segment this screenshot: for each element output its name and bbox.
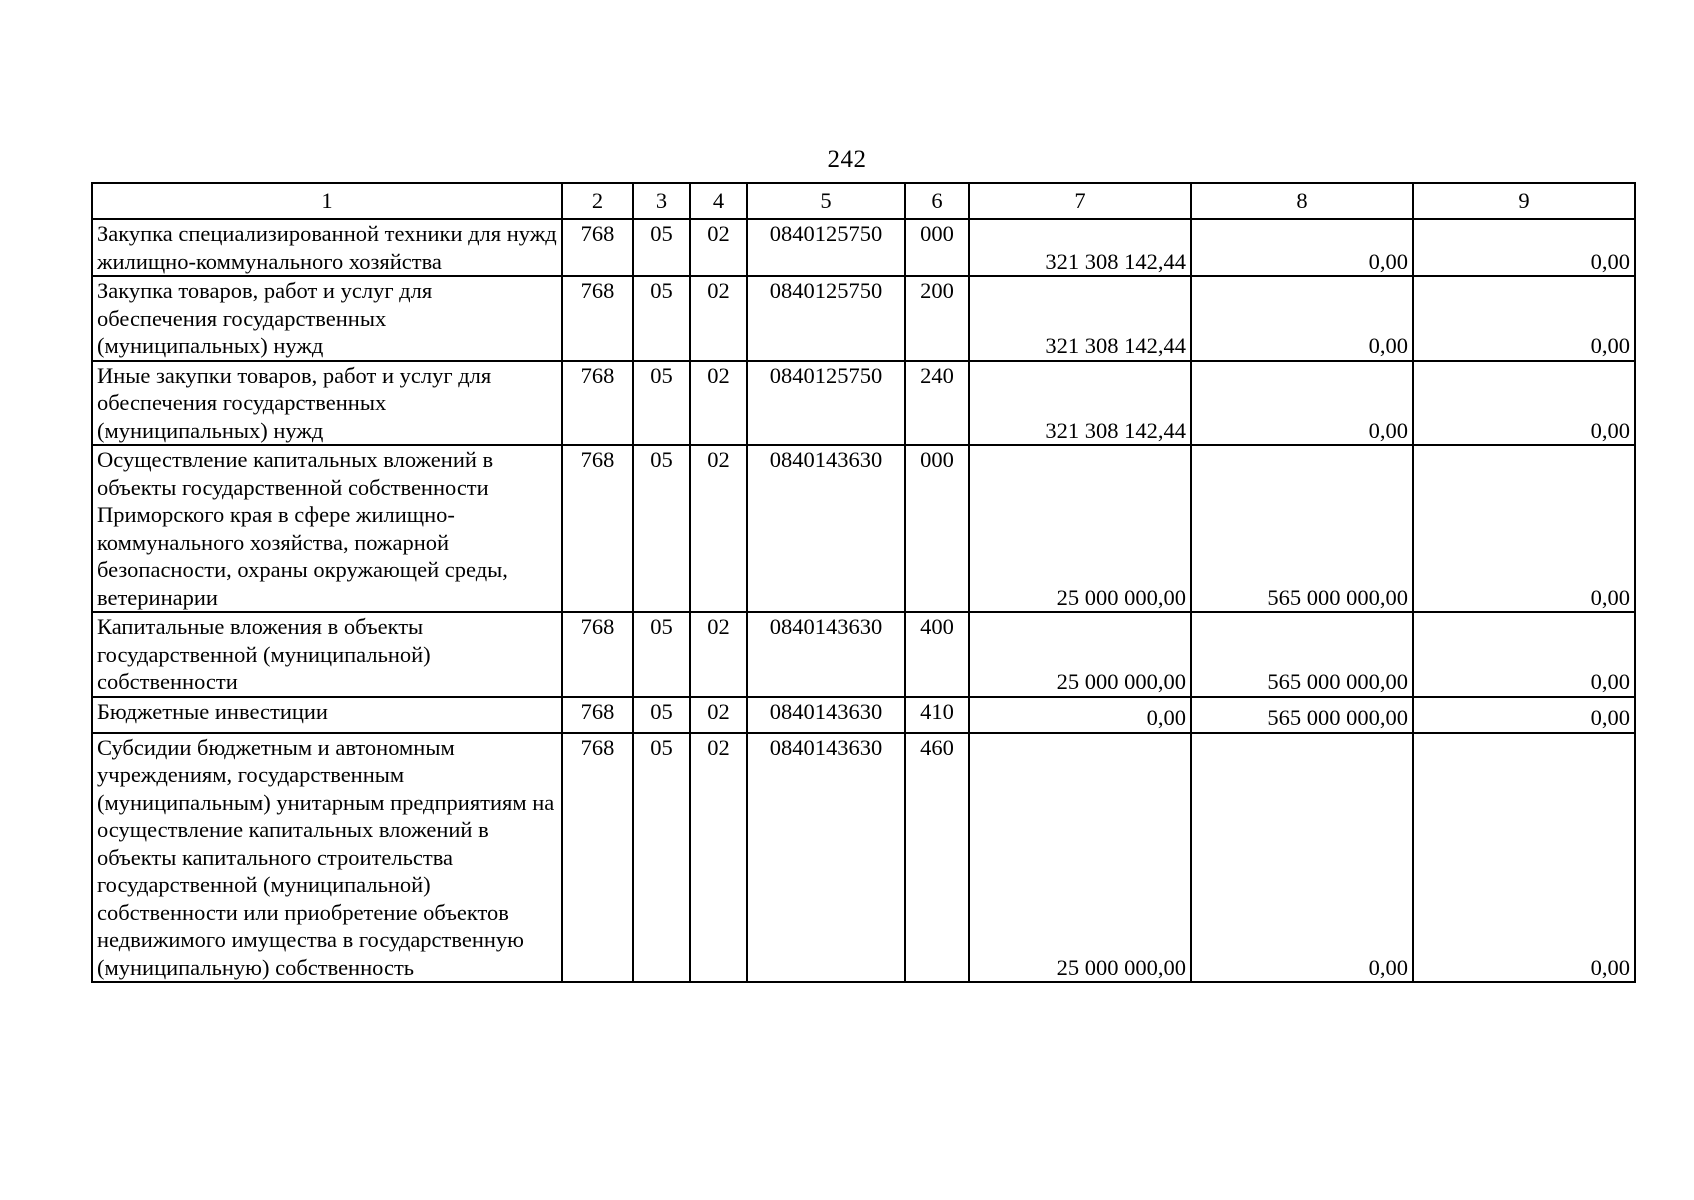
cell-amount-9: 0,00 [1413, 219, 1635, 276]
row-description: Закупка специализированной техники для нужд жилищно-коммунального хозяйства [92, 219, 562, 276]
cell-amount-8: 0,00 [1191, 733, 1413, 983]
column-header: 7 [969, 183, 1191, 219]
cell-amount-9: 0,00 [1413, 276, 1635, 361]
cell-code: 768 [562, 361, 633, 446]
cell-amount-7: 25 000 000,00 [969, 445, 1191, 612]
cell-target-article: 0840143630 [747, 697, 905, 733]
column-header: 8 [1191, 183, 1413, 219]
row-description: Закупка товаров, работ и услуг для обеспечения государственных (муниципальных) нужд [92, 276, 562, 361]
cell-amount-7: 321 308 142,44 [969, 361, 1191, 446]
row-description: Бюджетные инвестиции [92, 697, 562, 733]
cell-subsection: 02 [690, 219, 747, 276]
cell-target-article: 0840125750 [747, 219, 905, 276]
table-row [92, 445, 1635, 612]
cell-amount-7: 321 308 142,44 [969, 276, 1191, 361]
row-description: Осуществление капитальных вложений в объекты государственной собственности Приморского края в сфере жилищно-коммунального хозяйства, пожарной безопасности, охраны окружающей среды, ветеринарии [92, 445, 562, 612]
column-header: 9 [1413, 183, 1635, 219]
cell-expense-type: 240 [905, 361, 969, 446]
cell-amount-9: 0,00 [1413, 697, 1635, 733]
cell-amount-9: 0,00 [1413, 361, 1635, 446]
cell-target-article: 0840125750 [747, 276, 905, 361]
cell-subsection: 02 [690, 276, 747, 361]
cell-amount-7: 25 000 000,00 [969, 733, 1191, 983]
cell-amount-7: 25 000 000,00 [969, 612, 1191, 697]
cell-section: 05 [633, 276, 690, 361]
cell-subsection: 02 [690, 733, 747, 983]
row-description: Субсидии бюджетным и автономным учреждениям, государственным (муниципальным) унитарным предприятиям на осуществление капитальных вложений в объекты капитального строительства государственной (муниципальной) собственности или приобретение объектов недвижимого имущества в государственную (муниципальную) собственность [92, 733, 562, 983]
row-description: Иные закупки товаров, работ и услуг для обеспечения государственных (муниципальных) нужд [92, 361, 562, 446]
cell-amount-7: 0,00 [969, 697, 1191, 733]
column-header: 3 [633, 183, 690, 219]
cell-expense-type: 000 [905, 445, 969, 612]
cell-code: 768 [562, 276, 633, 361]
column-header: 4 [690, 183, 747, 219]
cell-expense-type: 410 [905, 697, 969, 733]
cell-subsection: 02 [690, 697, 747, 733]
column-header: 1 [92, 183, 562, 219]
cell-section: 05 [633, 697, 690, 733]
column-header: 2 [562, 183, 633, 219]
cell-section: 05 [633, 219, 690, 276]
table-header [92, 183, 1635, 219]
page-number: 242 [827, 146, 867, 173]
cell-amount-7: 321 308 142,44 [969, 219, 1191, 276]
cell-subsection: 02 [690, 612, 747, 697]
cell-target-article: 0840143630 [747, 612, 905, 697]
cell-code: 768 [562, 219, 633, 276]
cell-code: 768 [562, 445, 633, 612]
column-header: 5 [747, 183, 905, 219]
cell-target-article: 0840125750 [747, 361, 905, 446]
cell-amount-8: 565 000 000,00 [1191, 445, 1413, 612]
cell-amount-8: 565 000 000,00 [1191, 697, 1413, 733]
cell-expense-type: 460 [905, 733, 969, 983]
cell-section: 05 [633, 361, 690, 446]
header-row [92, 183, 1635, 219]
cell-amount-9: 0,00 [1413, 612, 1635, 697]
cell-code: 768 [562, 733, 633, 983]
cell-code: 768 [562, 612, 633, 697]
cell-expense-type: 000 [905, 219, 969, 276]
cell-subsection: 02 [690, 361, 747, 446]
column-header: 6 [905, 183, 969, 219]
table-body [92, 219, 1635, 982]
table-row [92, 733, 1635, 983]
table-row [92, 276, 1635, 361]
cell-amount-8: 0,00 [1191, 219, 1413, 276]
cell-code: 768 [562, 697, 633, 733]
table-row [92, 361, 1635, 446]
cell-amount-9: 0,00 [1413, 733, 1635, 983]
cell-amount-8: 0,00 [1191, 361, 1413, 446]
cell-expense-type: 200 [905, 276, 969, 361]
budget-table [91, 182, 1636, 983]
row-description: Капитальные вложения в объекты государственной (муниципальной) собственности [92, 612, 562, 697]
cell-expense-type: 400 [905, 612, 969, 697]
cell-amount-9: 0,00 [1413, 445, 1635, 612]
cell-target-article: 0840143630 [747, 733, 905, 983]
cell-section: 05 [633, 445, 690, 612]
cell-amount-8: 565 000 000,00 [1191, 612, 1413, 697]
table-row [92, 219, 1635, 276]
table-row [92, 612, 1635, 697]
cell-target-article: 0840143630 [747, 445, 905, 612]
cell-subsection: 02 [690, 445, 747, 612]
table-row [92, 697, 1635, 733]
cell-section: 05 [633, 612, 690, 697]
cell-amount-8: 0,00 [1191, 276, 1413, 361]
cell-section: 05 [633, 733, 690, 983]
